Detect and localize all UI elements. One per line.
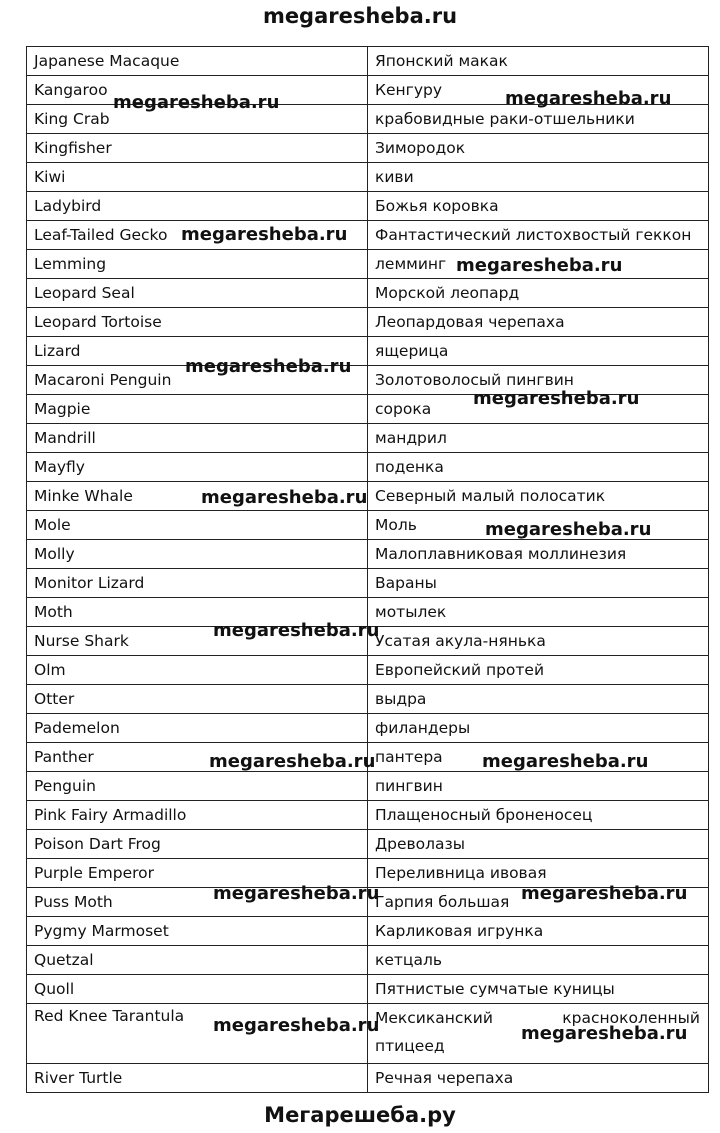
english-name: Quoll [27, 975, 368, 1004]
english-name: Quetzal [27, 946, 368, 975]
russian-name: мотылек [368, 598, 709, 627]
page-footer: Мегарешеба.ру [264, 1103, 456, 1127]
russian-name: Гарпия большая [368, 888, 709, 917]
english-name: Kingfisher [27, 134, 368, 163]
english-name: Minke Whale [27, 482, 368, 511]
table-row [27, 47, 709, 76]
table-row [27, 627, 709, 656]
english-name: Penguin [27, 772, 368, 801]
table-row [27, 801, 709, 830]
watermark: megaresheba.ru [113, 92, 280, 113]
table-row [27, 685, 709, 714]
russian-name: Божья коровка [368, 192, 709, 221]
english-name: Nurse Shark [27, 627, 368, 656]
table-row [27, 540, 709, 569]
english-name: Moth [27, 598, 368, 627]
russian-name: киви [368, 163, 709, 192]
russian-name: сорока [368, 395, 709, 424]
english-name: Poison Dart Frog [27, 830, 368, 859]
watermark: megaresheba.ru [485, 519, 652, 540]
table-row [27, 163, 709, 192]
table-row [27, 221, 709, 250]
english-name: Kiwi [27, 163, 368, 192]
russian-name: лемминг [368, 250, 709, 279]
table-row [27, 975, 709, 1004]
russian-name: Фантастический листохвостый геккон [368, 221, 709, 250]
table-row [27, 250, 709, 279]
english-name: Mole [27, 511, 368, 540]
russian-name: Зимородок [368, 134, 709, 163]
table-row [27, 424, 709, 453]
russian-name: Моль [368, 511, 709, 540]
russian-name: мандрил [368, 424, 709, 453]
russian-name: Северный малый полосатик [368, 482, 709, 511]
table-row [27, 714, 709, 743]
english-name: Panther [27, 743, 368, 772]
russian-name: крабовидные раки-отшельники [368, 105, 709, 134]
watermark: megaresheba.ru [456, 255, 623, 276]
table-row [27, 279, 709, 308]
table-row [27, 1064, 709, 1093]
table-row [27, 105, 709, 134]
english-name: Pink Fairy Armadillo [27, 801, 368, 830]
russian-name: Переливница ивовая [368, 859, 709, 888]
table-row [27, 598, 709, 627]
russian-name: филандеры [368, 714, 709, 743]
english-name: Monitor Lizard [27, 569, 368, 598]
table-row [27, 308, 709, 337]
table-row [27, 453, 709, 482]
vocabulary-table [26, 46, 709, 1093]
russian-name: Малоплавниковая моллинезия [368, 540, 709, 569]
watermark: megaresheba.ru [201, 487, 368, 508]
russian-name: Карликовая игрунка [368, 917, 709, 946]
english-name: Japanese Macaque [27, 47, 368, 76]
watermark: megaresheba.ru [213, 1015, 380, 1036]
watermark: megaresheba.ru [213, 883, 380, 904]
russian-name: поденка [368, 453, 709, 482]
english-name: Magpie [27, 395, 368, 424]
english-name: Leaf-Tailed Gecko [27, 221, 368, 250]
watermark: megaresheba.ru [473, 388, 640, 409]
russian-name: Японский макак [368, 47, 709, 76]
english-name: River Turtle [27, 1064, 368, 1093]
table-row [27, 917, 709, 946]
russian-name: пантера [368, 743, 709, 772]
table-row [27, 192, 709, 221]
watermark: megaresheba.ru [505, 88, 672, 109]
russian-name: Пятнистые сумчатые куницы [368, 975, 709, 1004]
english-name: Puss Moth [27, 888, 368, 917]
russian-name: Древолазы [368, 830, 709, 859]
table-row [27, 656, 709, 685]
russian-name: пингвин [368, 772, 709, 801]
watermark: megaresheba.ru [185, 356, 352, 377]
watermark: megaresheba.ru [181, 224, 348, 245]
russian-name: Золотоволосый пингвин [368, 366, 709, 395]
english-name: Lemming [27, 250, 368, 279]
russian-name: Речная черепаха [368, 1064, 709, 1093]
russian-name: Европейский протей [368, 656, 709, 685]
english-name: Olm [27, 656, 368, 685]
english-name: Kangaroo [27, 76, 368, 105]
table-row [27, 395, 709, 424]
russian-name: ящерица [368, 337, 709, 366]
russian-name: Кенгуру [368, 76, 709, 105]
table-row [27, 511, 709, 540]
english-name: Leopard Seal [27, 279, 368, 308]
table-row [27, 569, 709, 598]
table-row [27, 134, 709, 163]
english-name: Molly [27, 540, 368, 569]
table-row [27, 830, 709, 859]
english-name: Purple Emperor [27, 859, 368, 888]
watermark: megaresheba.ru [213, 620, 380, 641]
watermark: megaresheba.ru [209, 751, 376, 772]
table-row [27, 337, 709, 366]
table-row [27, 888, 709, 917]
russian-name: Плащеносный броненосец [368, 801, 709, 830]
table-row [27, 1004, 709, 1064]
english-name: Mayfly [27, 453, 368, 482]
watermark: megaresheba.ru [521, 1023, 688, 1044]
table-row [27, 366, 709, 395]
russian-name: Мексиканский красноколенный птицеед [368, 1004, 709, 1064]
english-name: Macaroni Penguin [27, 366, 368, 395]
table-row [27, 859, 709, 888]
watermark: megaresheba.ru [521, 883, 688, 904]
table-row [27, 76, 709, 105]
english-name: Lizard [27, 337, 368, 366]
russian-name: кетцаль [368, 946, 709, 975]
english-name: King Crab [27, 105, 368, 134]
russian-name: Усатая акула-нянька [368, 627, 709, 656]
table-row [27, 772, 709, 801]
watermark: megaresheba.ru [482, 751, 649, 772]
english-name: Leopard Tortoise [27, 308, 368, 337]
table-row [27, 482, 709, 511]
russian-name: Леопардовая черепаха [368, 308, 709, 337]
english-name: Otter [27, 685, 368, 714]
table-row [27, 946, 709, 975]
english-name: Pygmy Marmoset [27, 917, 368, 946]
english-name: Red Knee Tarantula [27, 1004, 368, 1064]
russian-name: Морской леопард [368, 279, 709, 308]
english-name: Mandrill [27, 424, 368, 453]
table-row [27, 743, 709, 772]
english-name: Pademelon [27, 714, 368, 743]
page-header: megaresheba.ru [262, 4, 458, 28]
russian-name: выдра [368, 685, 709, 714]
english-name: Ladybird [27, 192, 368, 221]
russian-name: Вараны [368, 569, 709, 598]
